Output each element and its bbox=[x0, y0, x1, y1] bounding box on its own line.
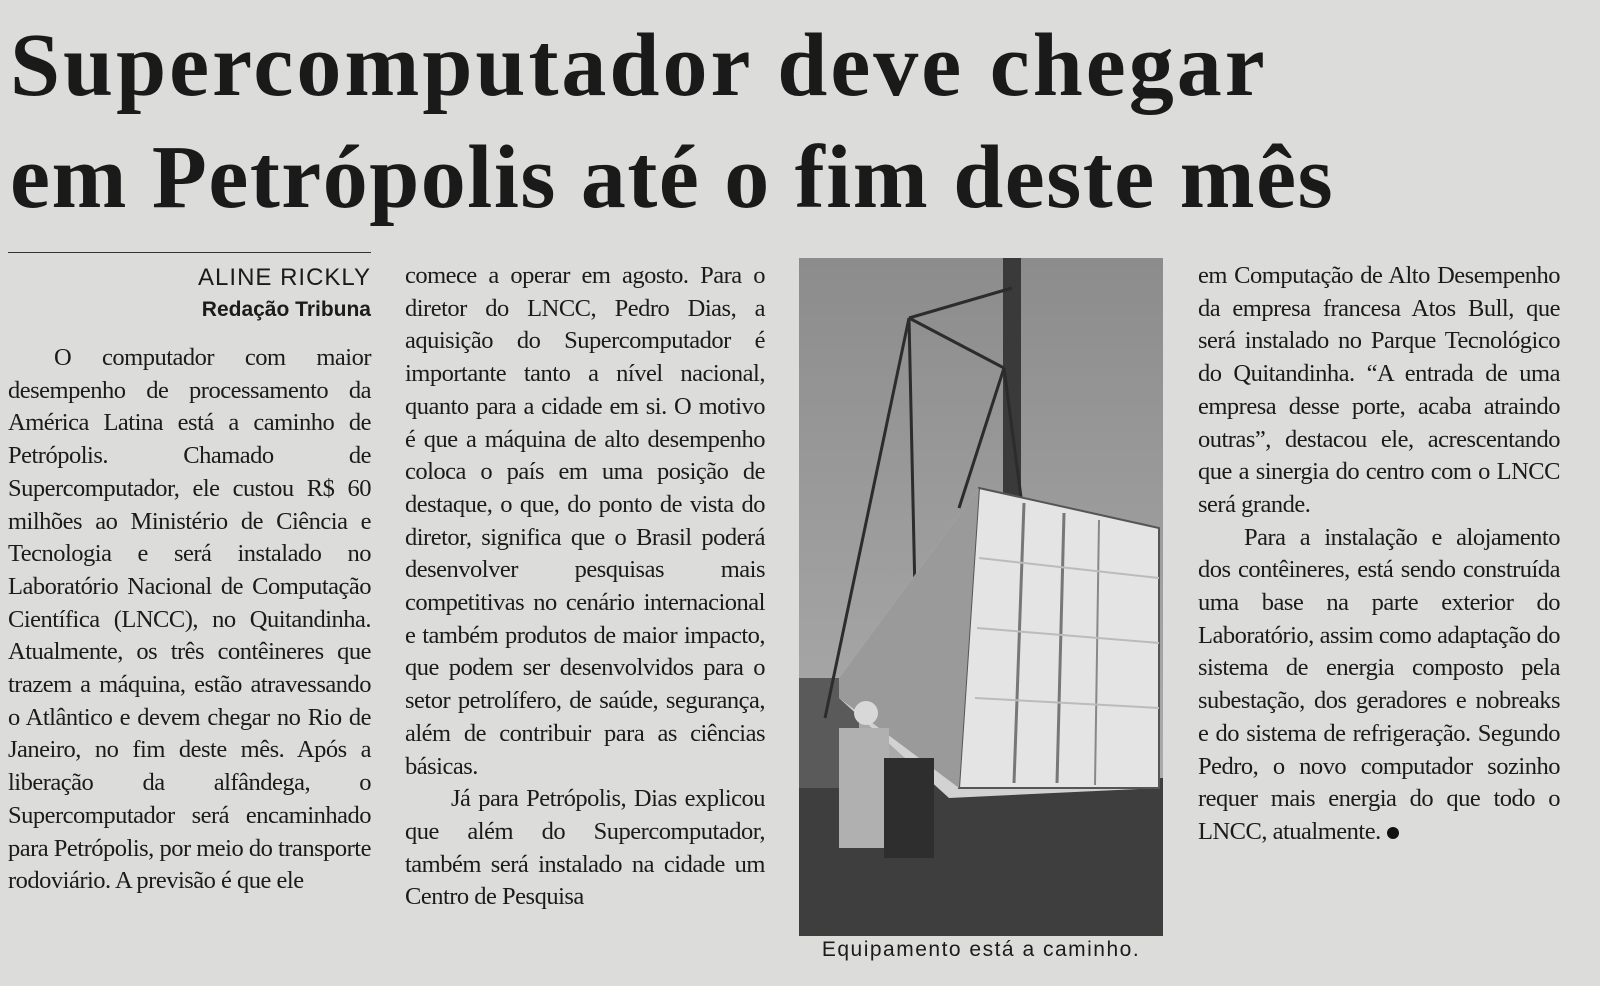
byline-author: ALINE RICKLY bbox=[198, 264, 371, 291]
paragraph-5 bbox=[1198, 522, 1560, 849]
article-column-2 bbox=[405, 260, 765, 914]
headline-line-1: Supercomputador deve chegar bbox=[10, 16, 1268, 115]
headline bbox=[10, 10, 1590, 234]
news-photo bbox=[799, 258, 1163, 936]
article-column-1 bbox=[8, 342, 371, 898]
paragraph-1: O computador com maior desempenho de processamento da América Latina está a caminho de Petrópolis. Chamado de Supercomputador, ele custou R$ 60 milhões ao Ministério de Ciência e Tecnologia e será instalado no Laboratório Nacional de Computação Científica (LNCC), no Quitandinha. Atualmente, os três contêineres que trazem a máquina, estão atravessando o Atlântico e devem chegar no Rio de Janeiro, no fim deste mês. Após a liberação da alfândega, o Supercomputador será encaminhado para Petrópolis, por meio do transporte rodoviário. A previsão é que ele bbox=[8, 344, 371, 895]
photo-caption: Equipamento está a caminho. bbox=[821, 938, 1141, 961]
byline-rule bbox=[8, 252, 371, 253]
paragraph-5-text: Para a instalação e alojamento dos contêineres, está sendo construída uma base na parte exterior do Laboratório, assim como adaptação do sistema de energia composto pela subestação, dos geradores e nobreaks e do sistema de refrigeração. Segundo Pedro, o novo computador sozinho requer mais energia do que todo o LNCC, atualmente. bbox=[1198, 523, 1560, 845]
photo-illustration bbox=[799, 258, 1163, 936]
byline-desk: Redação Tribuna bbox=[201, 298, 371, 321]
headline-line-2: em Petrópolis até o fim deste mês bbox=[10, 128, 1335, 227]
article-column-4 bbox=[1198, 260, 1560, 849]
end-mark-icon bbox=[1387, 827, 1399, 839]
byline bbox=[8, 262, 371, 326]
paragraph-4: em Computação de Alto Desempenho da empresa francesa Atos Bull, que será instalado no Parque Tecnológico do Quitandinha. “A entrada de uma empresa desse porte, acaba atraindo outras”, destacou ele, acrescentando que a sinergia do centro com o LNCC será grande. bbox=[1198, 262, 1560, 518]
paragraph-2: comece a operar em agosto. Para o diretor do LNCC, Pedro Dias, a aquisição do Supercomputador é importante tanto a nível nacional, quanto para a cidade em si. O motivo é que a máquina de alto desempenho coloca o país em uma posição de destaque, o que, do ponto de vista do diretor, significa que o Brasil poderá desenvolver pesquisas mais competitivas no cenário internacional e também produtos de maior impacto, que podem ser desenvolvidos para o setor petrolífero, de saúde, segurança, além de contribuir para as ciências básicas. bbox=[405, 262, 765, 780]
paragraph-3: Já para Petrópolis, Dias explicou que além do Supercomputador, também será instalado na cidade um Centro de Pesquisa bbox=[405, 785, 765, 911]
